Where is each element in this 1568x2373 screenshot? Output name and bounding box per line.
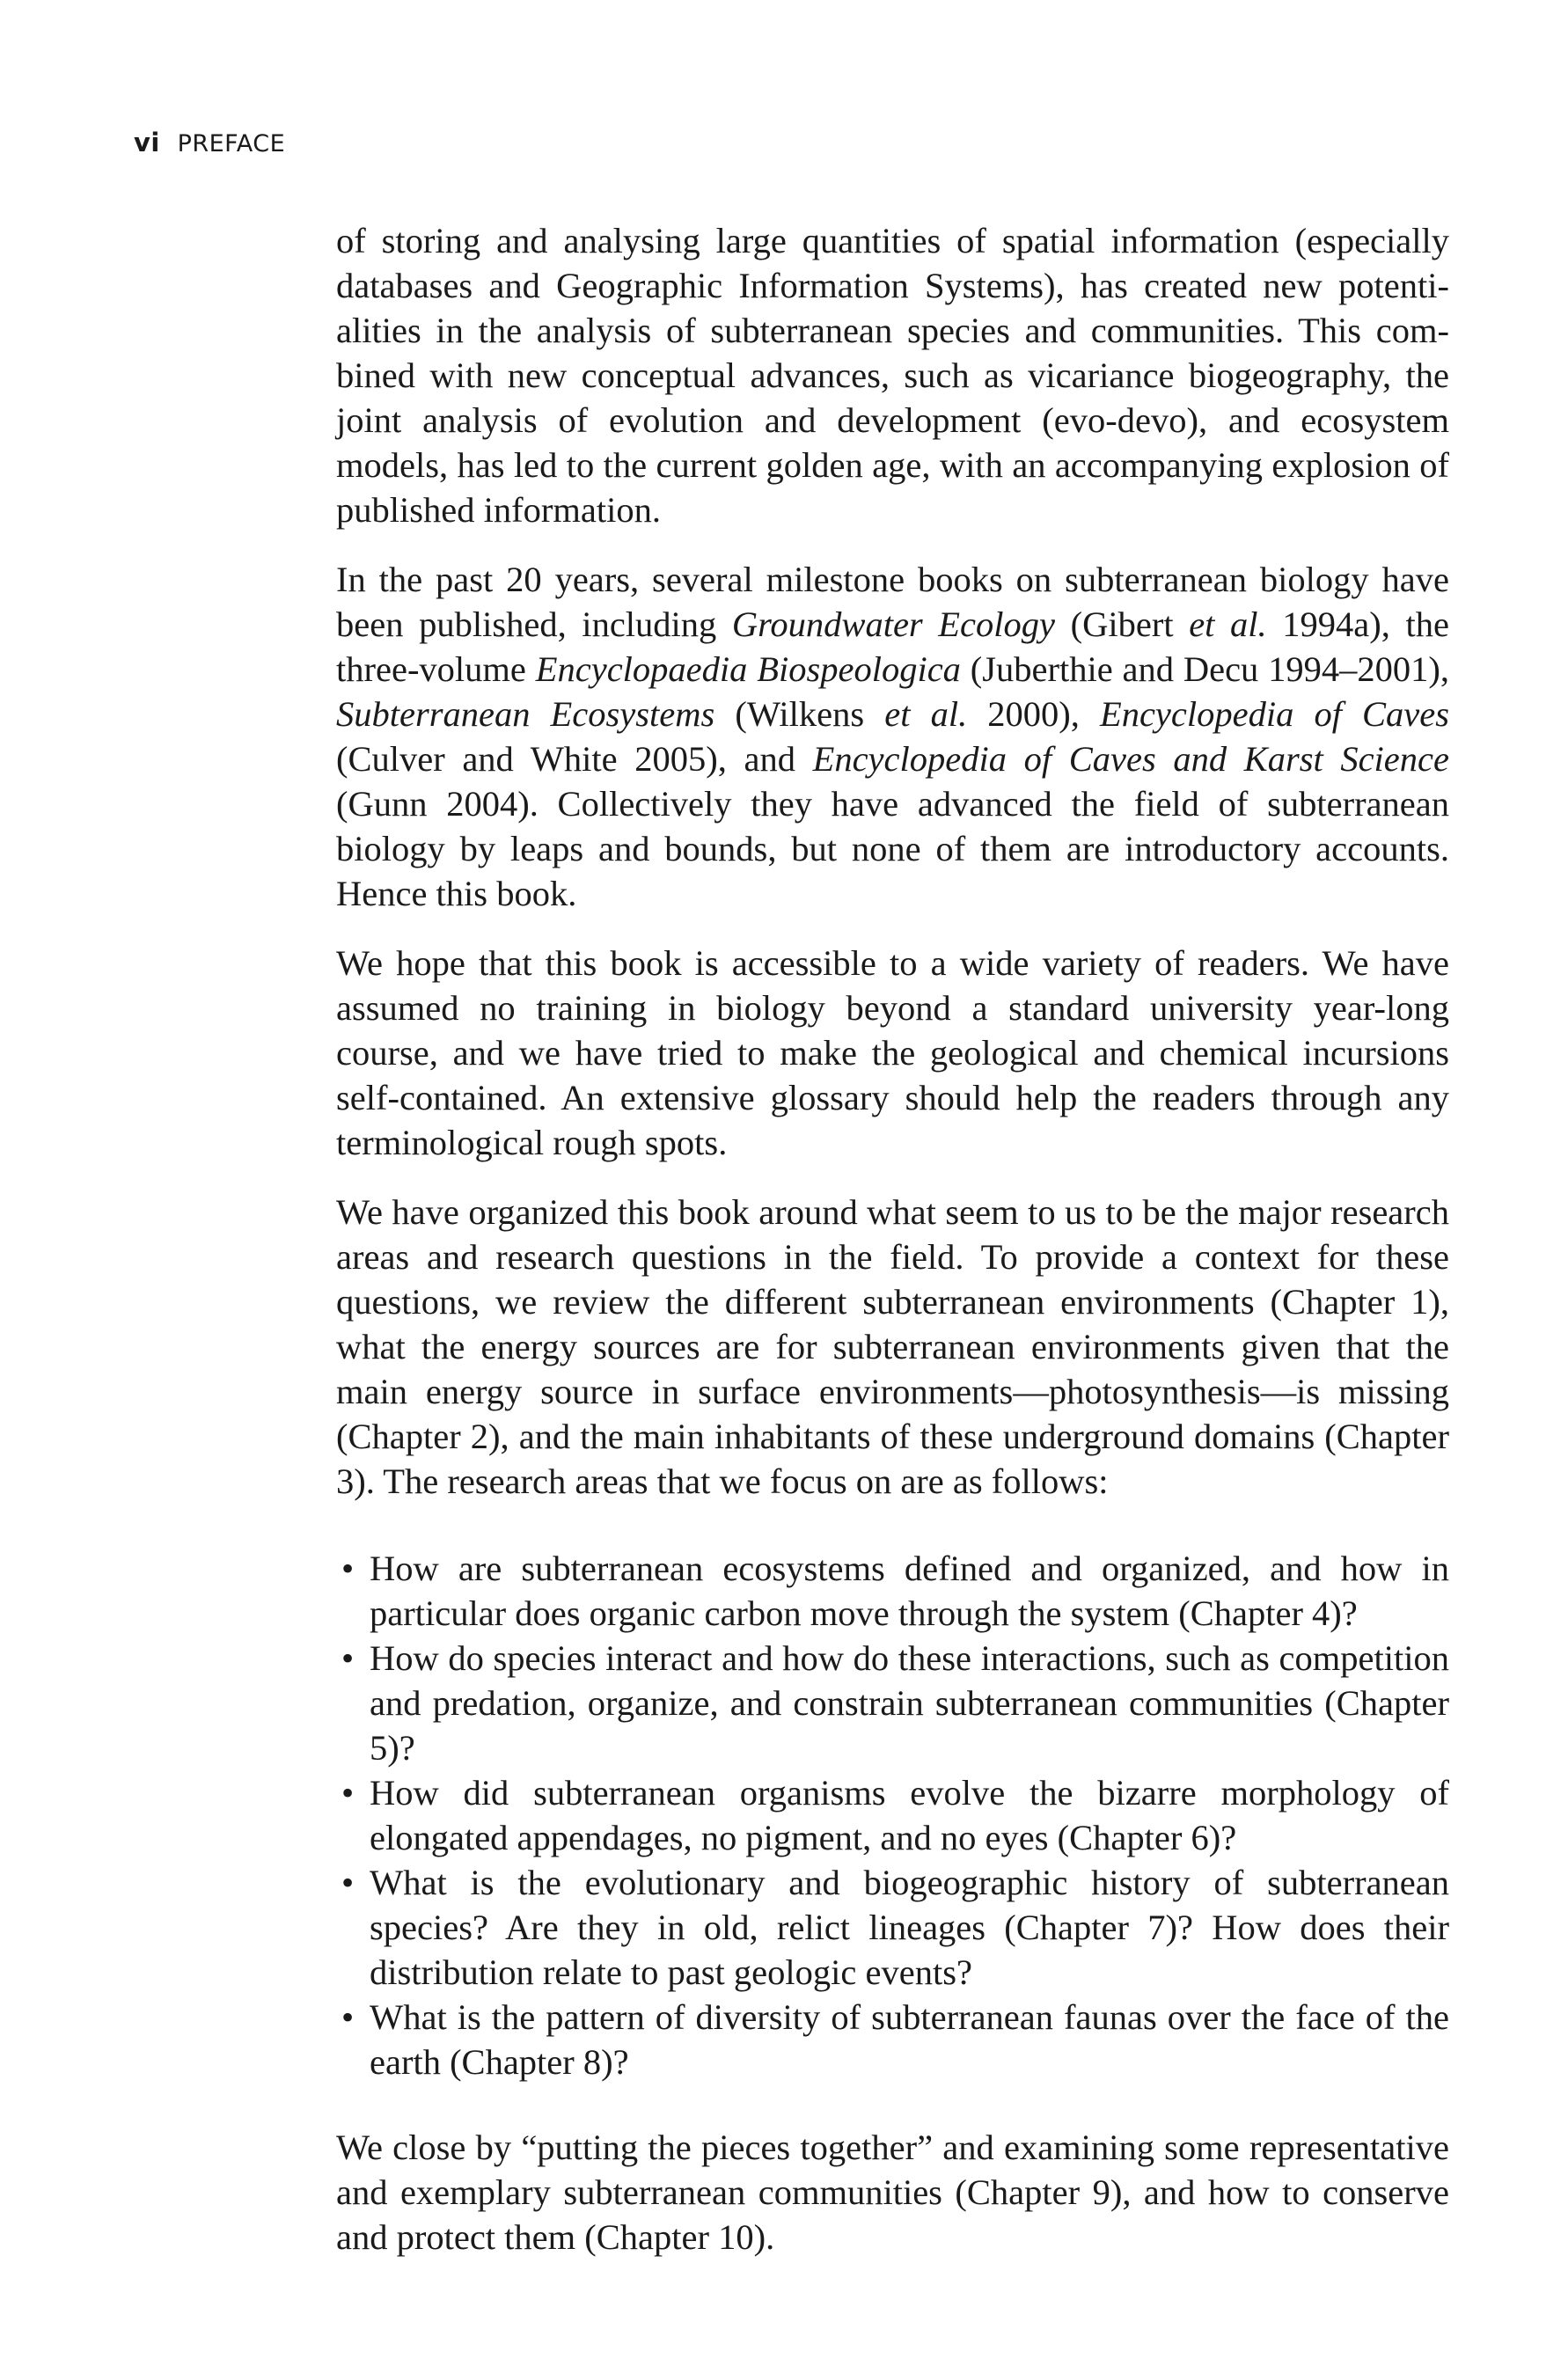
text-run: (Juberthie and Decu 1994–2001), [960, 649, 1449, 689]
italic-run: Encyclopaedia Biospeologica [535, 649, 961, 689]
text-run: In the past 20 years, several milestone books on subterranean biology have been published, including [336, 560, 1449, 644]
text-run: 1994a), the three-volume [336, 604, 1449, 689]
bullet-marker: • [341, 1997, 355, 2037]
italic-run: Encyclopedia of Caves and Karst Science [812, 739, 1449, 779]
italic-run: Groundwater Ecology [731, 604, 1055, 644]
paragraph-4 [336, 1190, 1449, 1504]
paragraph-3 [336, 941, 1449, 1165]
list-item [336, 1995, 1449, 2084]
list-item-text: How did subterranean organisms evolve the bizarre morphology of elongated appendages, no pigment, and no eyes (Chapter 6)? [370, 1773, 1449, 1857]
text-run: (Gibert [1055, 604, 1190, 644]
page-number: vi [134, 128, 160, 157]
bullet-marker: • [341, 1638, 355, 1678]
list-item-text: How are subterranean ecosystems defined and organized, and how in particular does organic carbon move through the system (Chapter 4)? [370, 1549, 1449, 1633]
list-item [336, 1546, 1449, 1636]
text-run: (Culver and White 2005), and [336, 739, 813, 779]
italic-run: Encyclopedia of Caves [1099, 694, 1449, 734]
italic-run: et al. [1189, 604, 1267, 644]
bullet-marker: • [341, 1549, 355, 1588]
section-title: PREFACE [177, 130, 286, 157]
list-item [336, 1636, 1449, 1770]
text-run: We hope that this book is accessible to a wide variety of readers. We have assumed no training in biology beyond a standard university year-long course, and we have tried to make the geological and chemical incursions self-contained. An extensive glossary should help the readers through any terminological rough spots. [336, 943, 1449, 1162]
text-run: 2000), [967, 694, 1100, 734]
running-head [134, 130, 285, 156]
closing-paragraph: We close by “putting the pieces together” and examining some representative and exemplary subterranean communities (Chapter 9), and how to conserve and protect them (Chapter 10). [336, 2128, 1449, 2257]
text-run: of storing and analysing large quantities of spatial information (especially databases and Geographic Information Systems), has created new potentialities in the analysis of subterranean species and communities. This combined with new conceptual advances, such as vicariance biogeography, the joint analysis of evolution and development (evo-devo), and ecosystem models, has led to the current golden age, with an accompanying explosion of published information. [336, 221, 1449, 530]
paragraph-2 [336, 557, 1449, 916]
text-run: We have organized this book around what seem to us to be the major research areas and research questions in the field. To provide a context for these questions, we review the different subterranean environments (Chapter 1), what the energy sources are for subterranean environments given that the main energy source in surface environments—photosynthesis—is missing (Chapter 2), and the main inhabitants of these underground domains (Chapter 3). The research areas that we focus on are as follows: [336, 1192, 1449, 1501]
paragraph-1 [336, 218, 1449, 532]
text-run: (Gunn 2004). Collectively they have advanced the field of subterranean biology by leaps and bounds, but none of them are introductory accounts. Hence this book. [336, 784, 1449, 913]
bullet-marker: • [341, 1863, 355, 1902]
body-text [336, 218, 1449, 2284]
list-item [336, 1770, 1449, 1860]
list-item-text: What is the evolutionary and biogeographic history of subterranean species? Are they in old, relict lineages (Chapter 7)? How does their distribution relate to past geologic events? [370, 1863, 1449, 1992]
bullet-marker: • [341, 1773, 355, 1813]
research-areas-list [336, 1546, 1449, 2084]
text-run: (Wilkens [714, 694, 885, 734]
italic-run: et al. [884, 694, 968, 734]
list-item-text: What is the pattern of diversity of subterranean faunas over the face of the earth (Chapter 8)? [370, 1997, 1449, 2082]
italic-run: Subterranean Ecosystems [336, 694, 715, 734]
list-item [336, 1860, 1449, 1995]
list-item-text: How do species interact and how do these interactions, such as competition and predation, organize, and constrain subterranean communities (Chapter 5)? [370, 1638, 1449, 1768]
